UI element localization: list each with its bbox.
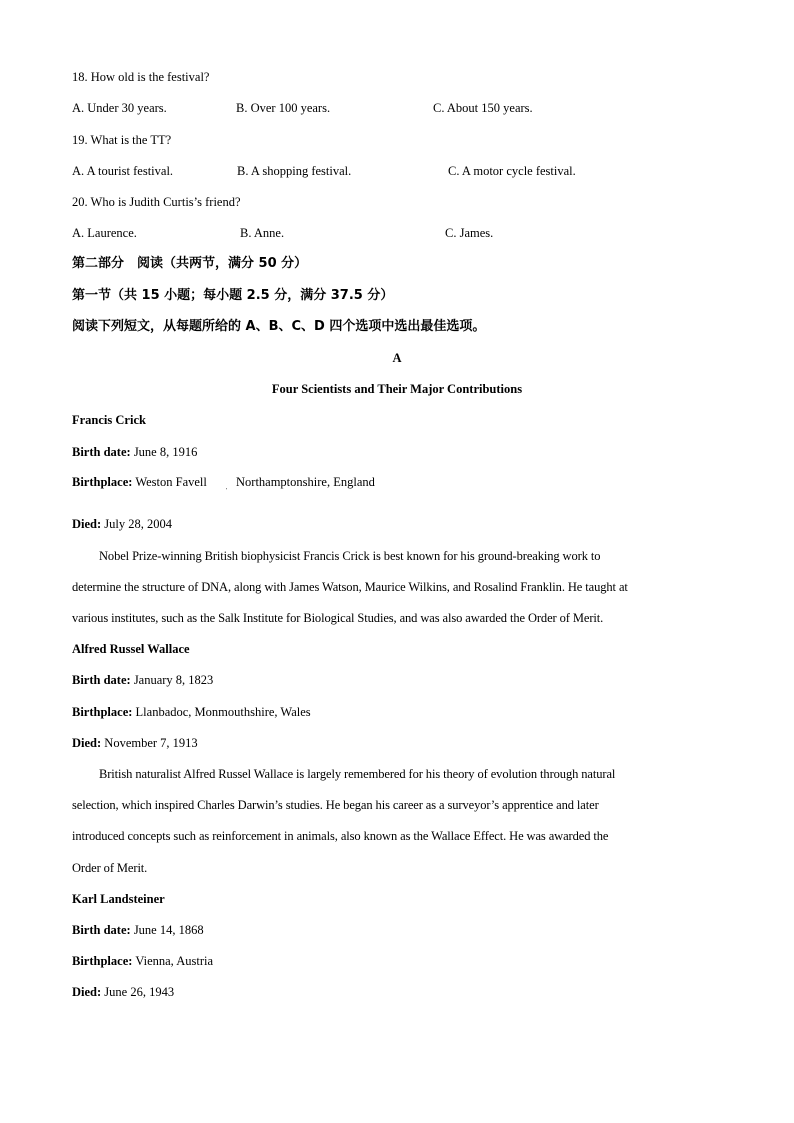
birth-date-row <box>72 922 204 938</box>
bio-line: British naturalist Alfred Russel Wallace is largely remembered for his theory of evolution through natural <box>99 767 616 781</box>
passage-letter: A <box>392 351 402 365</box>
part-heading: 第二部分 阅读（共两节，满分 50 分） <box>72 256 308 271</box>
died-label: Died: <box>72 736 102 750</box>
died-row <box>72 516 172 532</box>
birth-date-row <box>72 672 213 688</box>
birth-date-row <box>72 444 197 460</box>
birthplace-value: Llanbadoc, Monmouthshire, Wales <box>132 705 311 719</box>
question-19-option-c: C. A motor cycle festival. <box>448 164 576 178</box>
question-19-stem: 19. What is the TT? <box>72 133 172 147</box>
died-label: Died: <box>72 517 102 531</box>
instruction: 阅读下列短文，从每题所给的 A、B、C、D 四个选项中选出最佳选项。 <box>72 319 486 334</box>
birthplace-label: Birthplace: <box>72 954 133 968</box>
scientist-name: Alfred Russel Wallace <box>72 642 190 656</box>
question-20-stem: 20. Who is Judith Curtis’s friend? <box>72 195 241 209</box>
question-18-option-c: C. About 150 years. <box>433 101 533 115</box>
passage-title: Four Scientists and Their Major Contributions <box>271 382 523 396</box>
died-value: June 26, 1943 <box>101 985 175 999</box>
bio-line: introduced concepts such as reinforcement in animals, also known as the Wallace Effect. He was awarded the <box>72 829 609 843</box>
died-label: Died: <box>72 985 102 999</box>
birth-date-label: Birth date: <box>72 445 131 459</box>
birthplace-value: Weston Favell <box>132 475 207 489</box>
birth-date-value: June 14, 1868 <box>130 923 204 937</box>
bio-line: determine the structure of DNA, along with James Watson, Maurice Wilkins, and Rosalind Franklin. He taught at <box>72 580 628 594</box>
question-20-option-b: B. Anne. <box>240 226 285 240</box>
birthplace-label: Birthplace: <box>72 475 133 489</box>
bio-line: Order of Merit. <box>72 861 148 875</box>
scientist-name: Karl Landsteiner <box>72 892 165 906</box>
birthplace-row <box>72 953 213 969</box>
birthplace-value-rest: Northamptonshire, England <box>236 475 375 489</box>
question-18-option-a: A. Under 30 years. <box>72 101 167 115</box>
birthplace-value: Vienna, Austria <box>132 954 214 968</box>
birthplace-label: Birthplace: <box>72 705 133 719</box>
birth-date-value: January 8, 1823 <box>130 673 214 687</box>
bio-line: various institutes, such as the Salk Institute for Biological Studies, and was also awarded the Order of Merit. <box>72 611 604 625</box>
scientist-name: Francis Crick <box>72 413 146 427</box>
bio-line: selection, which inspired Charles Darwin’s studies. He began his career as a surveyor’s apprentice and later <box>72 798 599 812</box>
died-row <box>72 735 198 751</box>
birthplace-row <box>72 474 207 490</box>
question-20-option-a: A. Laurence. <box>72 226 137 240</box>
birth-date-value: June 8, 1916 <box>130 445 198 459</box>
birth-date-label: Birth date: <box>72 673 131 687</box>
died-value: July 28, 2004 <box>101 517 173 531</box>
question-18-stem: 18. How old is the festival? <box>72 70 210 84</box>
birth-date-label: Birth date: <box>72 923 131 937</box>
question-19-option-a: A. A tourist festival. <box>72 164 174 178</box>
question-20-option-c: C. James. <box>445 226 494 240</box>
birthplace-row <box>72 704 311 720</box>
died-value: November 7, 1913 <box>101 736 198 750</box>
stray-mark: ' <box>226 488 228 494</box>
bio-line: Nobel Prize-winning British biophysicist Francis Crick is best known for his ground-breaking work to <box>99 549 601 563</box>
question-18-option-b: B. Over 100 years. <box>236 101 331 115</box>
question-19-option-b: B. A shopping festival. <box>237 164 352 178</box>
sub-heading: 第一节（共 15 小题；每小题 2.5 分，满分 37.5 分） <box>72 288 394 303</box>
died-row <box>72 984 174 1000</box>
